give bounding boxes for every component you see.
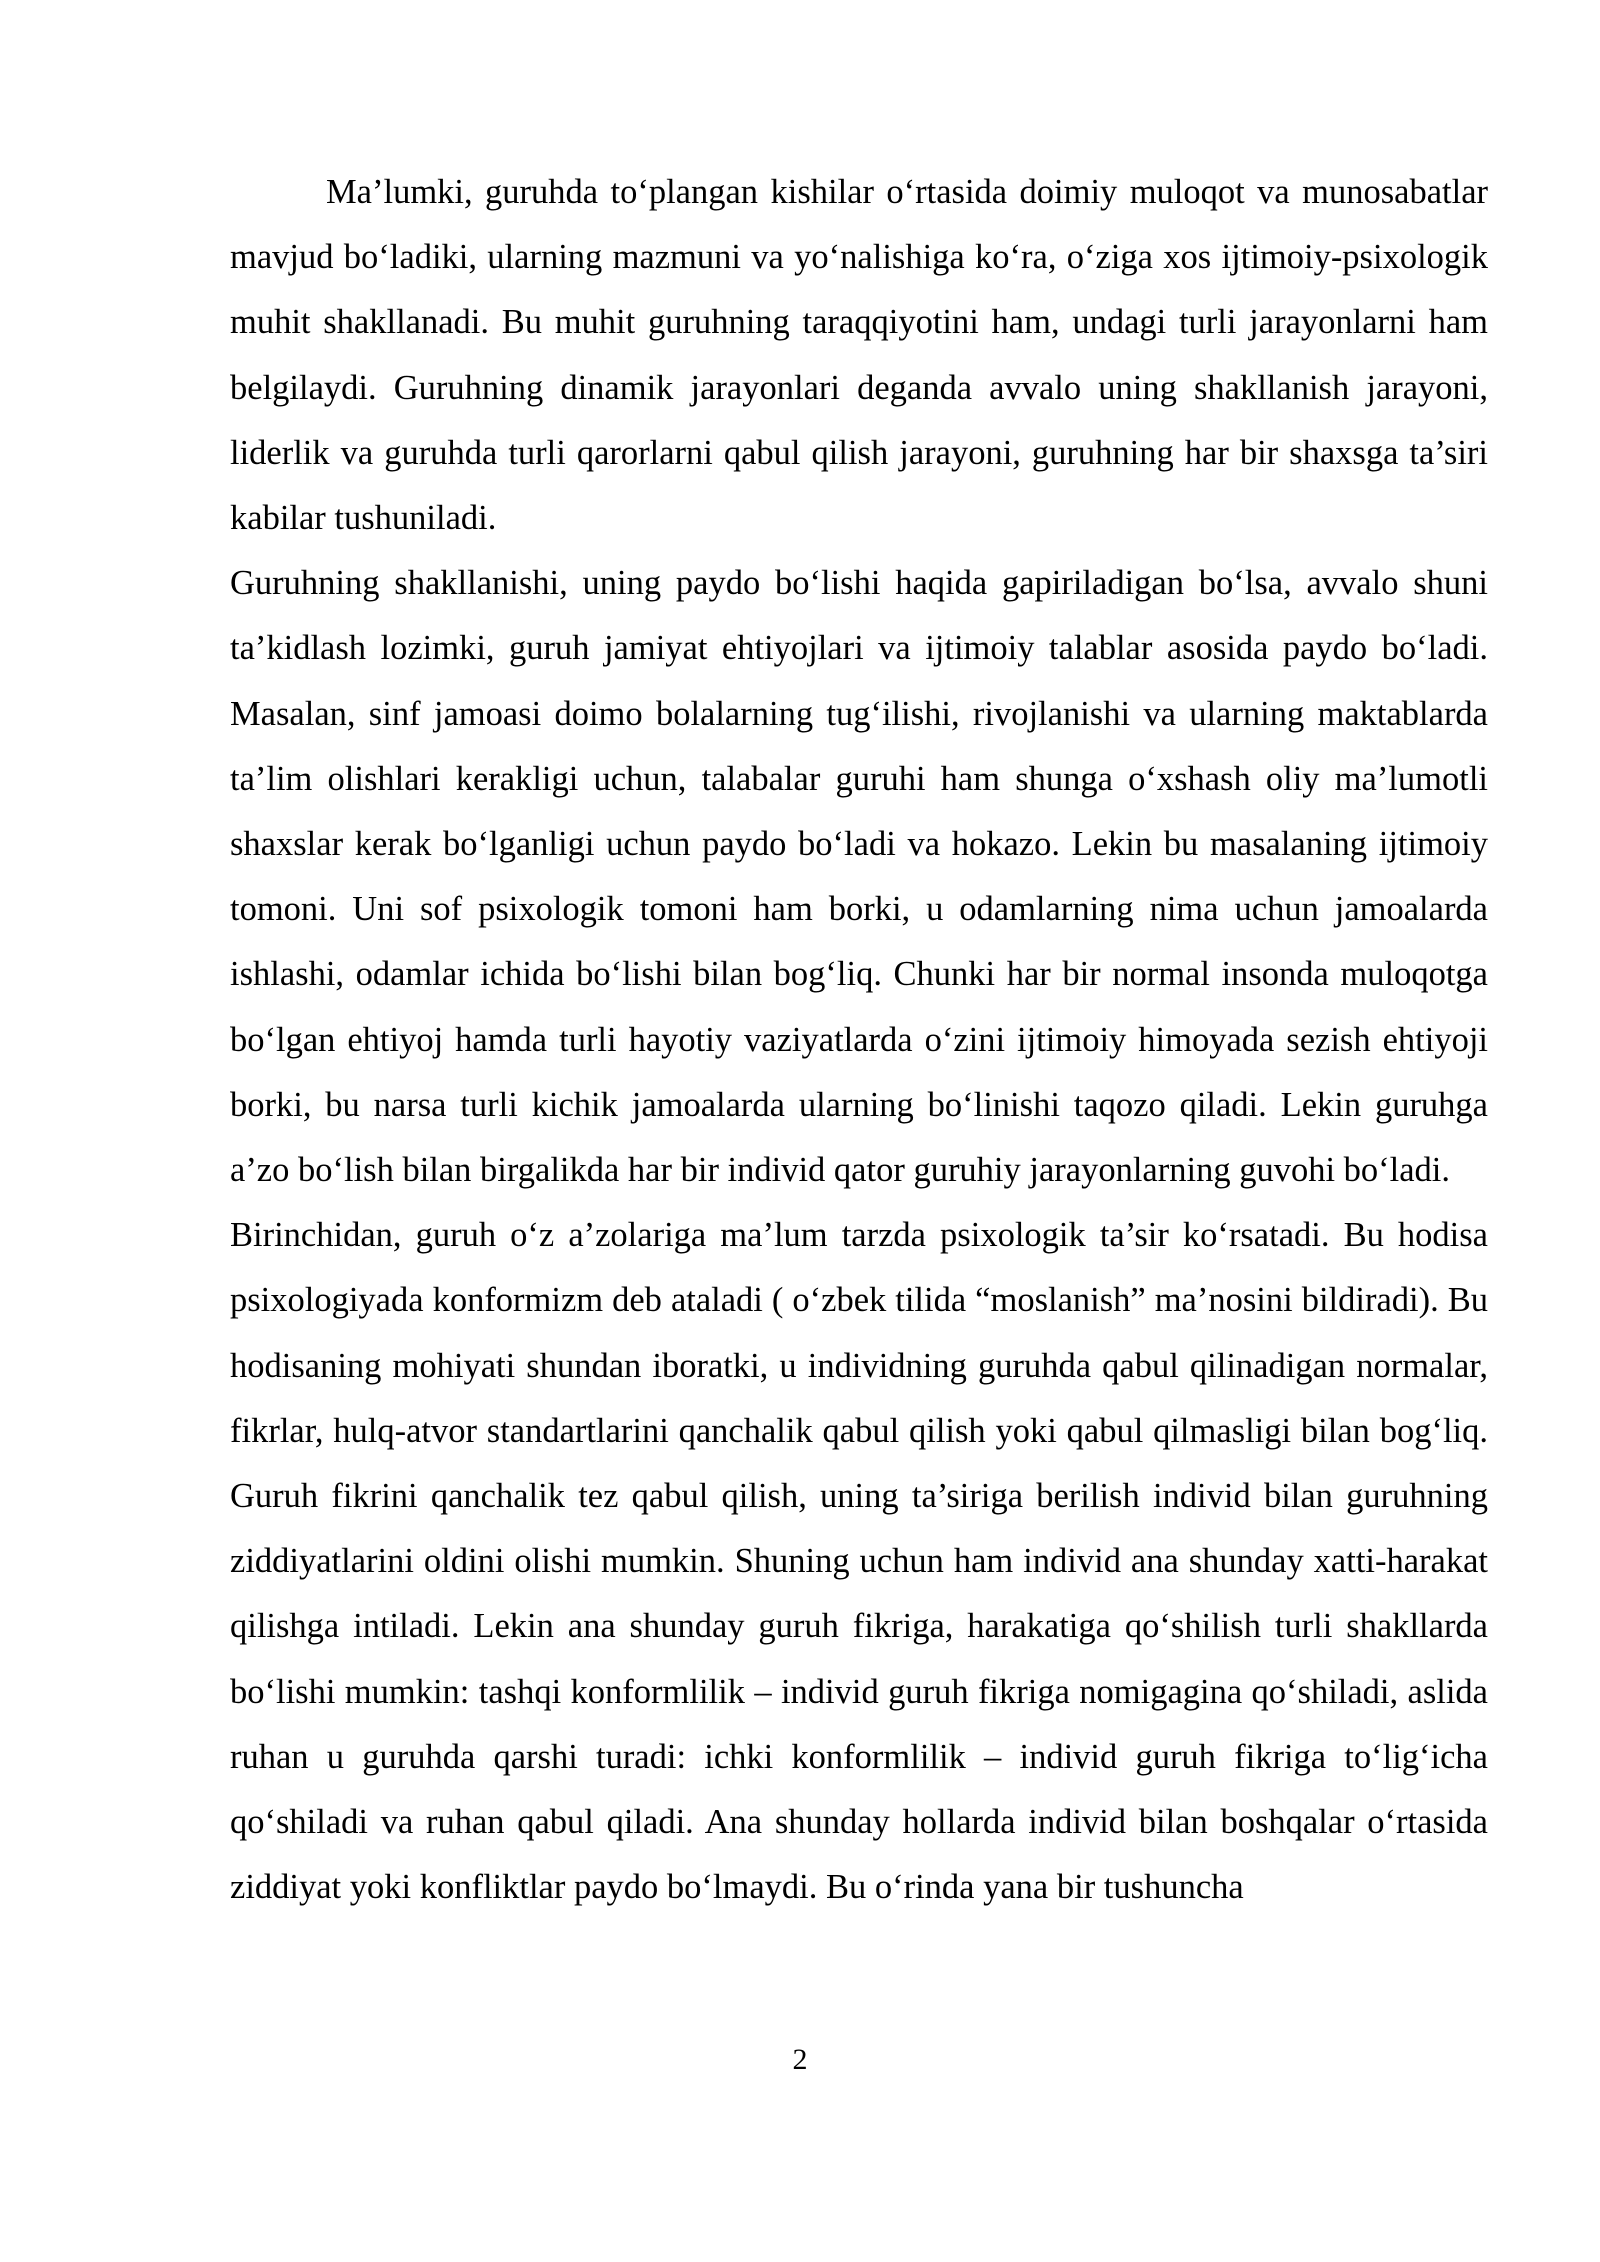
paragraph-1: Ma’lumki, guruhda to‘plangan kishilar o‘rtasida doimiy muloqot va munosabatlar mavjud bo‘ladiki, ularning mazmuni va yo‘nalishiga ko‘ra, o‘ziga xos ijtimoiy-psixologik muhit shakllanadi. Bu muhit guruhning taraqqiyotini ham, undagi turli jarayonlarni ham belgilaydi. Guruhning dinamik jarayonlari deganda avvalo uning shakllanish jarayoni, liderlik va guruhda turli qarorlarni qabul qilish jarayoni, guruhning har bir shaxsga ta’siri kabilar tushuniladi. (230, 173, 1488, 538)
body-text (230, 160, 1488, 1920)
page-number: 2 (792, 2043, 808, 2076)
paragraph-3: Birinchidan, guruh o‘z a’zolariga ma’lum tarzda psixologik ta’sir ko‘rsatadi. Bu hodisa psixologiyada konformizm deb ataladi ( o‘zbek tilida “moslanish” ma’nosini bildiradi). Bu hodisaning mohiyati shundan iboratki, u individning guruhda qabul qilinadigan normalar, fikrlar, hulq-atvor standartlarini qanchalik qabul qilish yoki qabul qilmasligi bilan bog‘liq. Guruh fikrini qanchalik tez qabul qilish, uning ta’siriga berilish individ bilan guruhning ziddiyatlarini oldini olishi mumkin. Shuning uchun ham individ ana shunday xatti-harakat qilishga intiladi. Lekin ana shunday guruh fikriga, harakatiga qo‘shilish turli shakllarda bo‘lishi mumkin: tashqi konformlilik – individ guruh fikriga nomigagina qo‘shiladi, aslida ruhan u guruhda qarshi turadi: ichki konformlilik – individ guruh fikriga to‘lig‘icha qo‘shiladi va ruhan qabul qiladi. Ana shunday hollarda individ bilan boshqalar o‘rtasida ziddiyat yoki konfliktlar paydo bo‘lmaydi. Bu o‘rinda yana bir tushuncha (230, 1216, 1488, 1907)
paragraph-2: Guruhning shakllanishi, uning paydo bo‘lishi haqida gapiriladigan bo‘lsa, avvalo shuni ta’kidlash lozimki, guruh jamiyat ehtiyojlari va ijtimoiy talablar asosida paydo bo‘ladi. Masalan, sinf jamoasi doimo bolalarning tug‘ilishi, rivojlanishi va ularning maktablarda ta’lim olishlari kerakligi uchun, talabalar guruhi ham shunga o‘xshash oliy ma’lumotli shaxslar kerak bo‘lganligi uchun paydo bo‘ladi va hokazo. Lekin bu masalaning ijtimoiy tomoni. Uni sof psixologik tomoni ham borki, u odamlarning nima uchun jamoalarda ishlashi, odamlar ichida bo‘lishi bilan bog‘liq. Chunki har bir normal insonda muloqotga bo‘lgan ehtiyoj hamda turli hayotiy vaziyatlarda o‘zini ijtimoiy himoyada sezish ehtiyoji borki, bu narsa turli kichik jamoalarda ularning bo‘linishi taqozo qiladi. Lekin guruhga a’zo bo‘lish bilan birgalikda har bir individ qator guruhiy jarayonlarning guvohi bo‘ladi. (230, 564, 1488, 1190)
